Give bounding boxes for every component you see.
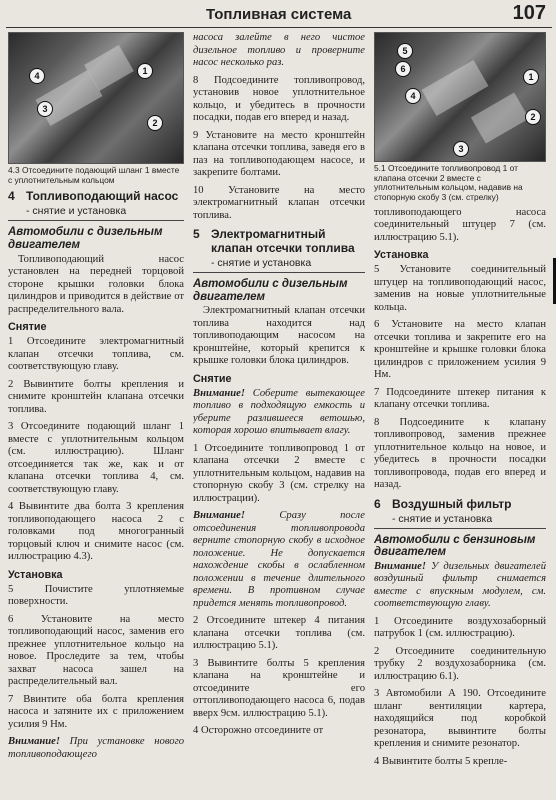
section-rule <box>374 528 546 529</box>
callout-1: 1 <box>523 69 539 85</box>
warning-label: Внимание! <box>374 560 426 572</box>
figure-caption: 4.3 Отсоедините подающий шланг 1 вместе с уплотнительным кольцом <box>8 165 180 185</box>
warning-label: Внимание! <box>8 736 60 748</box>
step-paragraph: 2 Вывинтите болты крепления и снимите кронштейн клапана отсечки топлива. <box>8 378 184 415</box>
vehicle-category: Автомобили с дизельным двигателем <box>8 226 163 251</box>
callout-1: 1 <box>137 63 153 79</box>
figure-5-1-photo <box>374 32 546 162</box>
step-paragraph: 8 Подсоедините к клапану топливопровод, заменив прежнее уплотнительное кольцо на новое, и убедитесь в прочности посадки топливопровода, подав его вперед и назад. <box>374 416 546 491</box>
step-continuation: топливоподающего насоса соединительный штуцер 7 (см. иллюстрацию 5.1). <box>374 206 546 243</box>
subheading-installation: Установка <box>374 249 429 262</box>
callout-3: 3 <box>453 141 469 157</box>
step-paragraph: 3 Вывинтите болты 5 крепления клапана на кронштейне и отсоедините его оттопливоподающего насоса 6, подав вверх 9см. иллюстрацию 5.1). <box>193 657 365 719</box>
section-number: 5 <box>193 227 200 241</box>
section-title: Топливоподающий насос <box>26 189 179 204</box>
warning-text: У дизельных двигателей воздушный фильтр снимается вместе с впускным модулем, см. соответствующую главу. <box>374 560 546 610</box>
section-rule <box>8 220 184 221</box>
warning-label: Внимание! <box>193 510 245 522</box>
subheading-installation: Установка <box>8 568 63 581</box>
step-paragraph: 1 Отсоедините электромагнитный клапан отсечки топлива, см. соответствующую главу. <box>8 336 184 373</box>
step-paragraph: 2 Отсоедините соединительную трубку 2 воздухозаборника (см. иллюстрацию 6.1). <box>374 645 546 682</box>
step-paragraph: 3 Отсоедините подающий шланг 1 вместе с уплотнительным кольцом (см. иллюстрацию). Шланг отсоединяется так же, как и от клапана отсечки топлива 4, см. соответствующую главу. <box>8 421 184 495</box>
callout-6: 6 <box>395 61 411 77</box>
column-1 <box>8 32 184 800</box>
section-subtitle: - снятие и установка <box>392 512 493 525</box>
step-paragraph: 8 Подсоедините топливопровод, установив новое уплотнительное кольцо, и убедитесь в прочности посадки, подав его вперед и назад. <box>193 74 365 123</box>
step-paragraph: 4 Вывинтите болты 5 крепле- <box>374 755 508 767</box>
callout-4: 4 <box>405 88 421 104</box>
step-paragraph: 2 Отсоедините штекер 4 питания клапана отсечки топлива (см. иллюстрацию 5.1). <box>193 615 365 652</box>
figure-4-3-photo <box>8 32 184 164</box>
vehicle-category: Автомобили с дизельным двигателем <box>193 278 348 303</box>
subheading-removal: Снятие <box>193 372 232 385</box>
warning-continuation: насоса залейте в него чистое дизельное топливо и проверните насос несколько раз. <box>193 32 365 68</box>
warning-note <box>8 736 184 761</box>
warning-note <box>193 510 365 610</box>
step-paragraph: 5 Почистите уплотняемые поверхности. <box>8 583 184 608</box>
figure-caption: 5.1 Отсоедините топливопровод 1 от клапана отсечки 2 вместе с уплотнительным кольцом, надавив на стопорную скобу 3 (см. стрелку) <box>374 163 523 202</box>
page-number: 107 <box>512 2 546 24</box>
column-2 <box>193 32 365 800</box>
section-heading <box>8 189 184 203</box>
warning-label: Внимание! <box>193 387 245 399</box>
section-subtitle: - снятие и установка <box>26 205 127 218</box>
step-paragraph: 4 Вывинтите два болта 3 крепления топливоподающего насоса 2 с головками под многогранный торцовый ключ и снимите насос (см. иллюстрацию 4.3). <box>8 501 184 563</box>
subheading-removal: Снятие <box>8 321 47 334</box>
column-3 <box>374 32 546 800</box>
page-header <box>6 2 552 28</box>
header-rule <box>6 27 552 28</box>
callout-5: 5 <box>397 43 413 59</box>
section-title: Воздушный фильтр <box>392 496 512 511</box>
warning-text: Соберите вытекающее топливо в подходящую емкость и уберите разлившееся ветошью, которая хорошо впитывает влагу. <box>193 387 365 437</box>
callout-3: 3 <box>37 101 53 117</box>
vehicle-category: Автомобили с бензиновым двигателем <box>374 533 536 559</box>
step-paragraph: 4 Осторожно отсоедините от <box>193 725 324 737</box>
warning-text: Сразу после отсоединения топливопровода верните стопорную скобу в исходное положение. Не допускается нахождение скобы в ослабленном положении в течение длительного времени. В противном случае придется менять топливопровод. <box>193 510 365 609</box>
section-title: Электромагнитный клапан отсечки топлива <box>211 227 355 255</box>
step-paragraph: 7 Подсоедините штекер питания к клапану отсечки топлива. <box>374 386 546 411</box>
callout-4: 4 <box>29 68 45 84</box>
warning-text: При установке нового топливоподающего <box>8 736 184 760</box>
callout-2: 2 <box>525 109 541 125</box>
step-paragraph: 5 Установите соединительный штуцер на топливоподающий насос, заменив на новые уплотнительные кольца. <box>374 264 546 313</box>
section-rule <box>193 272 365 273</box>
section-number: 4 <box>8 189 15 204</box>
callout-2: 2 <box>147 115 163 131</box>
section-heading <box>374 497 546 511</box>
step-paragraph: 10 Установите на место электромагнитный клапан отсечки топлива. <box>193 184 365 221</box>
step-paragraph: 1 Отсоедините воздухозаборный патрубок 1 (см. иллюстрацию). <box>374 615 546 640</box>
warning-note <box>193 388 365 438</box>
step-paragraph: 9 Установите на место кронштейн клапана отсечки топлива, заведя его в паз на топливоподающем насосе, и закрепите болтами. <box>193 129 365 178</box>
step-paragraph: 3 Автомобили А 190. Отсоедините шланг вентиляции картера, находящийся под коробкой резонатора, вывинтите болты крепления и снимите резонатор. <box>374 688 546 750</box>
step-paragraph: 1 Отсоедините топливопровод 1 от клапана отсечки 2 вместе с уплотнительным кольцом, надавив на стопорную скобу 3 (см. стрелку на иллюстрации). <box>193 442 365 504</box>
step-paragraph: 6 Установите на место клапан отсечки топлива и закрепите его на кронштейне и крышке головки блока цилиндров с приложением усилия 9 Нм. <box>374 319 546 381</box>
intro-paragraph: Топливоподающий насос установлен на передней торцовой стороне крышки головки блока цилиндров и приводится в действие от распределительного вала. <box>8 253 184 315</box>
intro-paragraph: Электромагнитный клапан отсечки топлива находится над топливоподающим насосом на кронштейне, который крепится к крышке головки блока цилиндров. <box>193 305 365 367</box>
section-subtitle: - снятие и установка <box>211 257 312 269</box>
section-number: 6 <box>374 496 381 511</box>
step-paragraph: 7 Ввинтите оба болта крепления насоса и затяните их с приложением усилия 9 Нм. <box>8 693 184 730</box>
running-title: Топливная система <box>206 6 352 23</box>
section-heading <box>193 227 365 255</box>
warning-note <box>374 561 546 611</box>
step-paragraph: 6 Установите на место топливоподающий насос, заменив его прежнее уплотнительное кольцо на новое. Проследите за тем, чтобы захват насоса зашел на распределительный вал. <box>8 613 184 688</box>
